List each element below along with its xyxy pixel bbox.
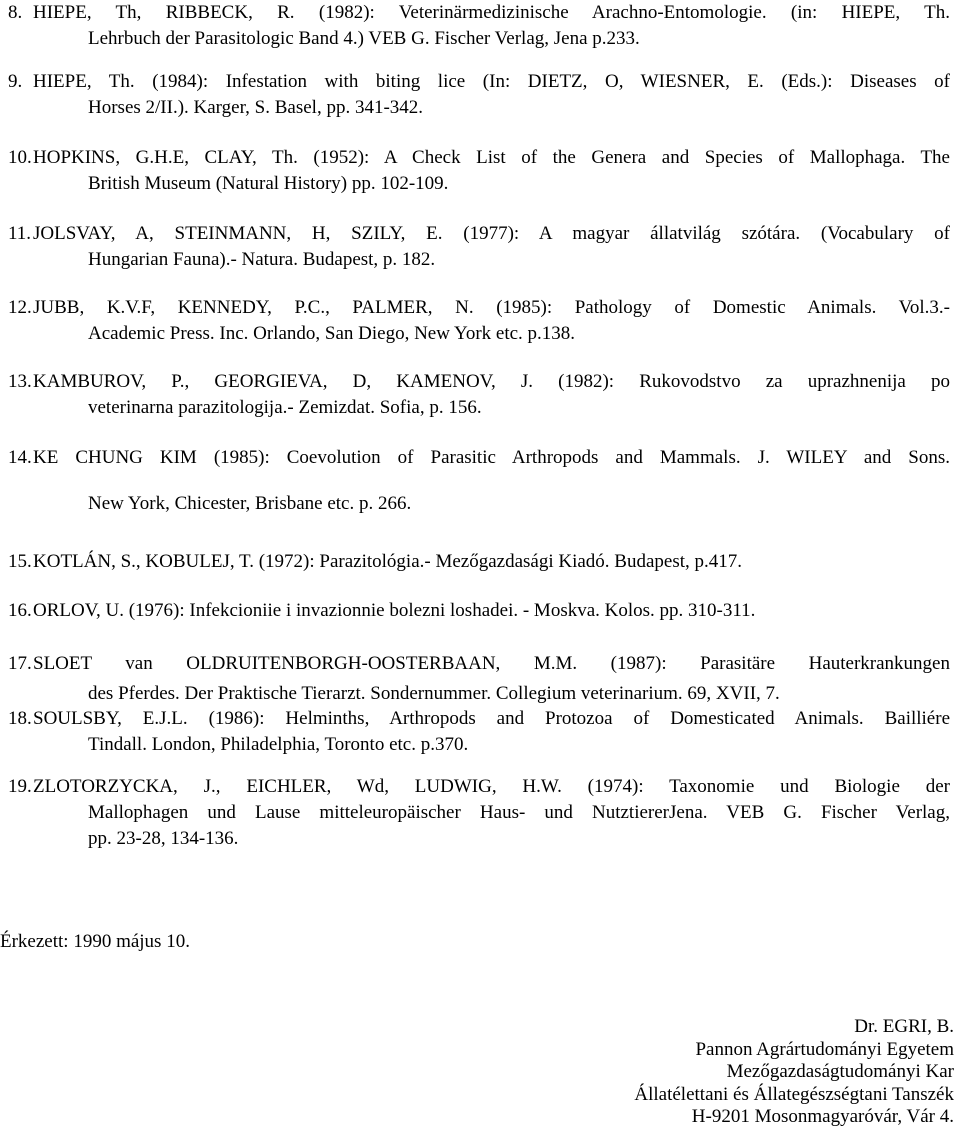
received-date: Érkezett: 1990 május 10. — [0, 931, 190, 952]
reference-line: KE CHUNG KIM (1985): Coevolution of Parasitic Arthropods and Mammals. J. WILEY and Sons. — [33, 447, 950, 468]
author-faculty: Mezőgazdaságtudományi Kar — [726, 1061, 954, 1083]
reference-item — [0, 369, 950, 421]
author-signature-block — [634, 1016, 954, 1129]
reference-line: ZLOTORZYCKA, J., EICHLER, Wd, LUDWIG, H.W. (1974): Taxonomie und Biologie der — [33, 776, 950, 797]
reference-line: HOPKINS, G.H.E, CLAY, Th. (1952): A Check List of the Genera and Species of Mallophaga. The — [33, 147, 950, 168]
author-department: Állatélettani és Állategészségtani Tanszék — [634, 1083, 954, 1105]
reference-line: HIEPE, Th, RIBBECK, R. (1982): Veterinärmedizinische Arachno-Entomologie. (in: HIEPE, Th. — [33, 2, 950, 23]
reference-number: 11. — [8, 223, 32, 244]
reference-item — [0, 651, 950, 707]
author-university: Pannon Agrártudományi Egyetem — [695, 1038, 954, 1060]
reference-line: KOTLÁN, S., KOBULEJ, T. (1972): Parazitológia.- Mezőgazdasági Kiadó. Budapest, p.417. — [33, 551, 743, 572]
reference-item — [0, 221, 950, 273]
reference-line: HIEPE, Th. (1984): Infestation with biting lice (In: DIETZ, O, WIESNER, E. (Eds.): Diseases of — [33, 71, 950, 92]
reference-line: KAMBUROV, P., GEORGIEVA, D, KAMENOV, J. (1982): Rukovodstvo za uprazhnenija po — [33, 371, 950, 392]
reference-number: 14. — [8, 447, 32, 468]
reference-line: JOLSVAY, A, STEINMANN, H, SZILY, E. (1977): A magyar állatvilág szótára. (Vocabulary of — [33, 223, 950, 244]
reference-item — [0, 774, 950, 852]
reference-item — [0, 295, 950, 347]
reference-line: ORLOV, U. (1976): Infekcioniie i invazionnie bolezni loshadei. - Moskva. Kolos. pp. 310-311. — [33, 600, 756, 621]
reference-line: des Pferdes. Der Praktische Tierarzt. Sondernummer. Collegium veterinarium. 69, XVII, 7. — [88, 683, 780, 704]
reference-line: Academic Press. Inc. Orlando, San Diego, New York etc. p.138. — [88, 323, 576, 344]
reference-item — [0, 69, 950, 121]
reference-line: New York, Chicester, Brisbane etc. p. 266. — [88, 493, 412, 514]
reference-number: 13. — [8, 371, 32, 392]
reference-number: 9. — [8, 71, 23, 92]
author-name: Dr. EGRI, B. — [854, 1016, 954, 1037]
reference-line: Tindall. London, Philadelphia, Toronto etc. p.370. — [88, 734, 469, 755]
reference-number: 8. — [8, 2, 23, 23]
reference-line: Hungarian Fauna).- Natura. Budapest, p. 182. — [88, 249, 436, 270]
reference-line: veterinarna parazitologija.- Zemizdat. Sofia, p. 156. — [88, 397, 482, 418]
reference-number: 16. — [8, 600, 32, 621]
reference-item — [0, 549, 950, 575]
reference-line: Lehrbuch der Parasitologic Band 4.) VEB G. Fischer Verlag, Jena p.233. — [88, 28, 640, 49]
reference-item — [0, 706, 950, 758]
reference-line: pp. 23-28, 134-136. — [88, 828, 239, 849]
reference-number: 10. — [8, 147, 32, 168]
reference-line: Horses 2/II.). Karger, S. Basel, pp. 341-342. — [88, 97, 424, 118]
reference-line: JUBB, K.V.F, KENNEDY, P.C., PALMER, N. (1985): Pathology of Domestic Animals. Vol.3.- — [33, 297, 950, 318]
reference-number: 12. — [8, 297, 32, 318]
reference-number: 18. — [8, 708, 32, 729]
reference-number: 17. — [8, 653, 32, 674]
reference-item — [0, 445, 950, 517]
reference-line: SLOET van OLDRUITENBORGH-OOSTERBAAN, M.M. (1987): Parasitäre Hauterkrankungen — [33, 653, 950, 674]
reference-line: British Museum (Natural History) pp. 102-109. — [88, 173, 449, 194]
reference-number: 15. — [8, 551, 32, 572]
reference-line: Mallophagen und Lause mitteleuropäischer Haus- und NutztiererJena. VEB G. Fischer Verlag, — [88, 802, 950, 823]
author-address: H-9201 Mosonmagyaróvár, Vár 4. — [691, 1106, 954, 1128]
reference-line: SOULSBY, E.J.L. (1986): Helminths, Arthropods and Protozoa of Domesticated Animals. Bailliére — [33, 708, 950, 729]
reference-item — [0, 0, 950, 52]
reference-item — [0, 598, 950, 624]
reference-item — [0, 145, 950, 197]
reference-number: 19. — [8, 776, 32, 797]
